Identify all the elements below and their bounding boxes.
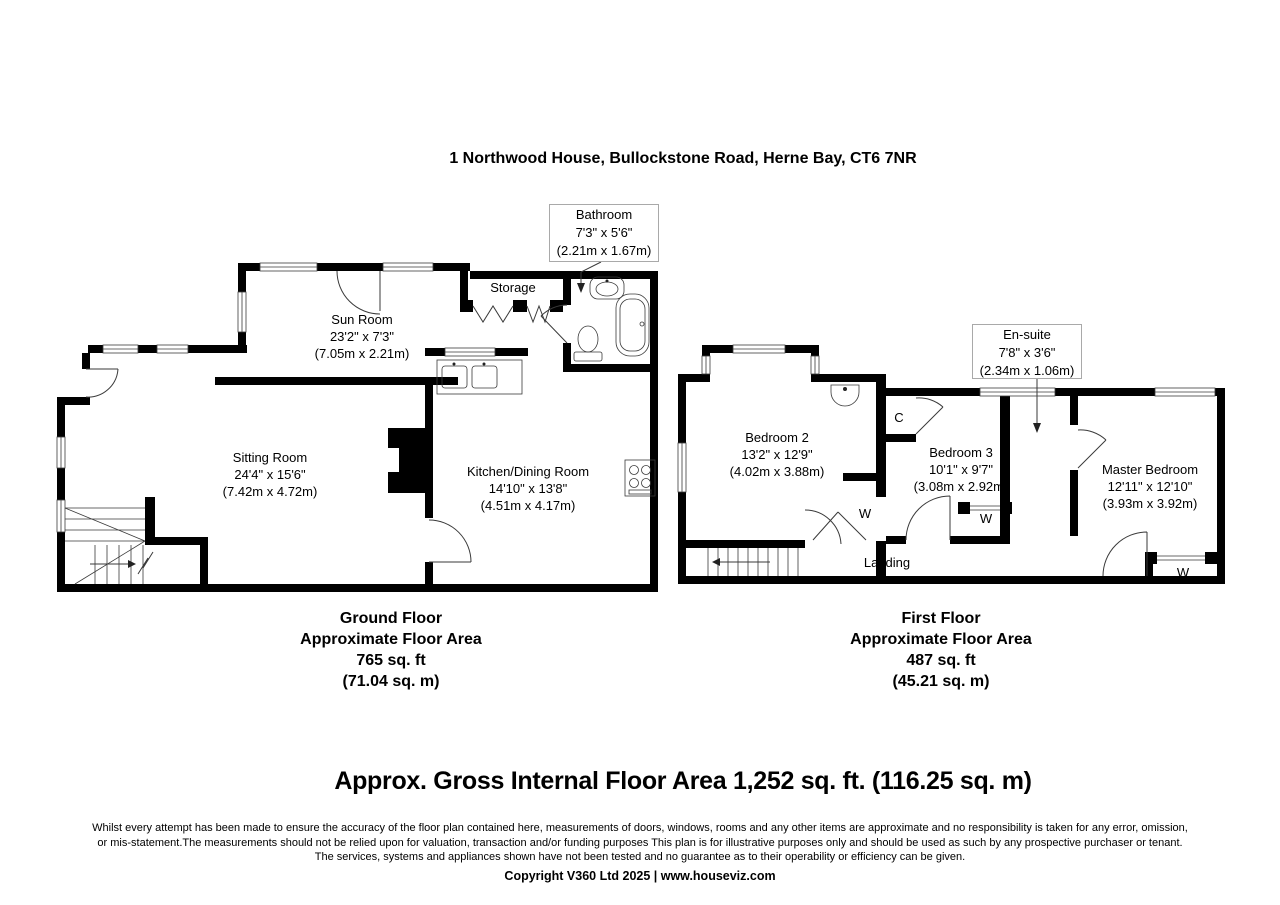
room-dims-metric: (3.93m x 3.92m)	[1102, 496, 1198, 511]
wardrobe-label-bedroom3: W	[979, 511, 993, 526]
callout-dims-metric: (2.21m x 1.67m)	[556, 243, 652, 258]
basin-icon	[590, 277, 624, 299]
room-dims-imperial: 14'10" x 13'8"	[488, 481, 568, 496]
room-dims-imperial: 12'11" x 12'10"	[1107, 479, 1193, 494]
ground-floor-summary	[300, 608, 482, 692]
floor-area-caption: Approximate Floor Area	[300, 631, 482, 648]
floor-name: Ground Floor	[339, 610, 443, 627]
wardrobe-label-master: W	[1176, 565, 1190, 580]
room-label-kitchen	[467, 463, 589, 514]
room-dims-metric: (4.51m x 4.17m)	[480, 498, 576, 513]
room-label-sun-room	[315, 311, 410, 362]
toilet-icon	[574, 326, 602, 361]
room-dims-imperial: 10'1" x 9'7"	[928, 462, 994, 477]
room-dims-imperial: 13'2" x 12'9"	[741, 447, 813, 462]
room-label-landing: Landing	[863, 555, 911, 570]
room-name: Master Bedroom	[1101, 462, 1199, 477]
bathroom-callout	[549, 204, 659, 262]
fireplace	[388, 428, 433, 493]
first-floor-summary	[850, 608, 1032, 692]
room-label-master-bedroom	[1102, 461, 1198, 512]
gross-internal-area: Approx. Gross Internal Floor Area 1,252 sq. ft. (116.25 sq. m)	[334, 767, 1032, 795]
room-label-sitting-room	[223, 449, 318, 500]
floor-area-metric: (71.04 sq. m)	[342, 673, 440, 690]
callout-dims-imperial: 7'8" x 3'6"	[998, 345, 1056, 360]
callout-dims-imperial: 7'3" x 5'6"	[575, 225, 633, 240]
callout-dims-metric: (2.34m x 1.06m)	[979, 363, 1075, 378]
ensuite-callout-leader	[1033, 378, 1041, 433]
floor-area-caption: Approximate Floor Area	[850, 631, 1032, 648]
room-dims-metric: (7.42m x 4.72m)	[222, 484, 318, 499]
callout-room-name: Bathroom	[575, 207, 633, 222]
floor-name: First Floor	[901, 610, 981, 627]
floor-area-imperial: 765 sq. ft	[356, 652, 426, 669]
page-title: 1 Northwood House, Bullockstone Road, Herne Bay, CT6 7NR	[449, 150, 917, 167]
stairs	[65, 508, 153, 584]
room-label-bedroom3	[914, 444, 1009, 495]
room-dims-metric: (7.05m x 2.21m)	[314, 346, 410, 361]
room-name: Sun Room	[331, 312, 393, 327]
room-name: Kitchen/Dining Room	[466, 464, 590, 479]
room-dims-imperial: 24'4" x 15'6"	[234, 467, 306, 482]
disclaimer	[0, 821, 1280, 883]
wardrobe-label-bedroom2: W	[858, 506, 872, 521]
floor-plan-ground	[50, 256, 665, 601]
room-name: Sitting Room	[232, 450, 308, 465]
disclaimer-line: Whilst every attempt has been made to ensure the accuracy of the floor plan contained here, measurements of doors, windows, rooms and any other items are approximate and no responsibility is taken for any error, omission,	[92, 822, 1188, 834]
callout-room-name: En-suite	[1003, 327, 1051, 342]
room-name: Bedroom 3	[929, 445, 993, 460]
ensuite-callout	[972, 324, 1082, 379]
disclaimer-line: or mis-statement.The measurements should not be relied upon for valuation, transaction and/or funding purposes This plan is for illustrative purposes only and should be used as such by any prospective purchaser or tenant.	[97, 836, 1183, 849]
copyright-line: Copyright V360 Ltd 2025 | www.houseviz.com	[504, 868, 776, 883]
disclaimer-line: The services, systems and appliances shown have not been tested and no guarantee as to their operability or efficiency can be given.	[314, 851, 966, 863]
stairs	[708, 548, 798, 576]
room-dims-metric: (4.02m x 3.88m)	[729, 464, 825, 479]
floor-area-metric: (45.21 sq. m)	[892, 673, 990, 690]
basin-icon	[831, 385, 859, 406]
room-dims-metric: (3.08m x 2.92m)	[913, 479, 1009, 494]
cupboard-label: C	[894, 410, 904, 425]
room-label-bedroom2	[730, 429, 825, 480]
room-name: Bedroom 2	[745, 430, 809, 445]
room-label-storage: Storage	[490, 280, 536, 295]
floor-area-imperial: 487 sq. ft	[906, 652, 976, 669]
room-dims-imperial: 23'2" x 7'3"	[329, 329, 395, 344]
bathtub-icon	[616, 294, 649, 356]
